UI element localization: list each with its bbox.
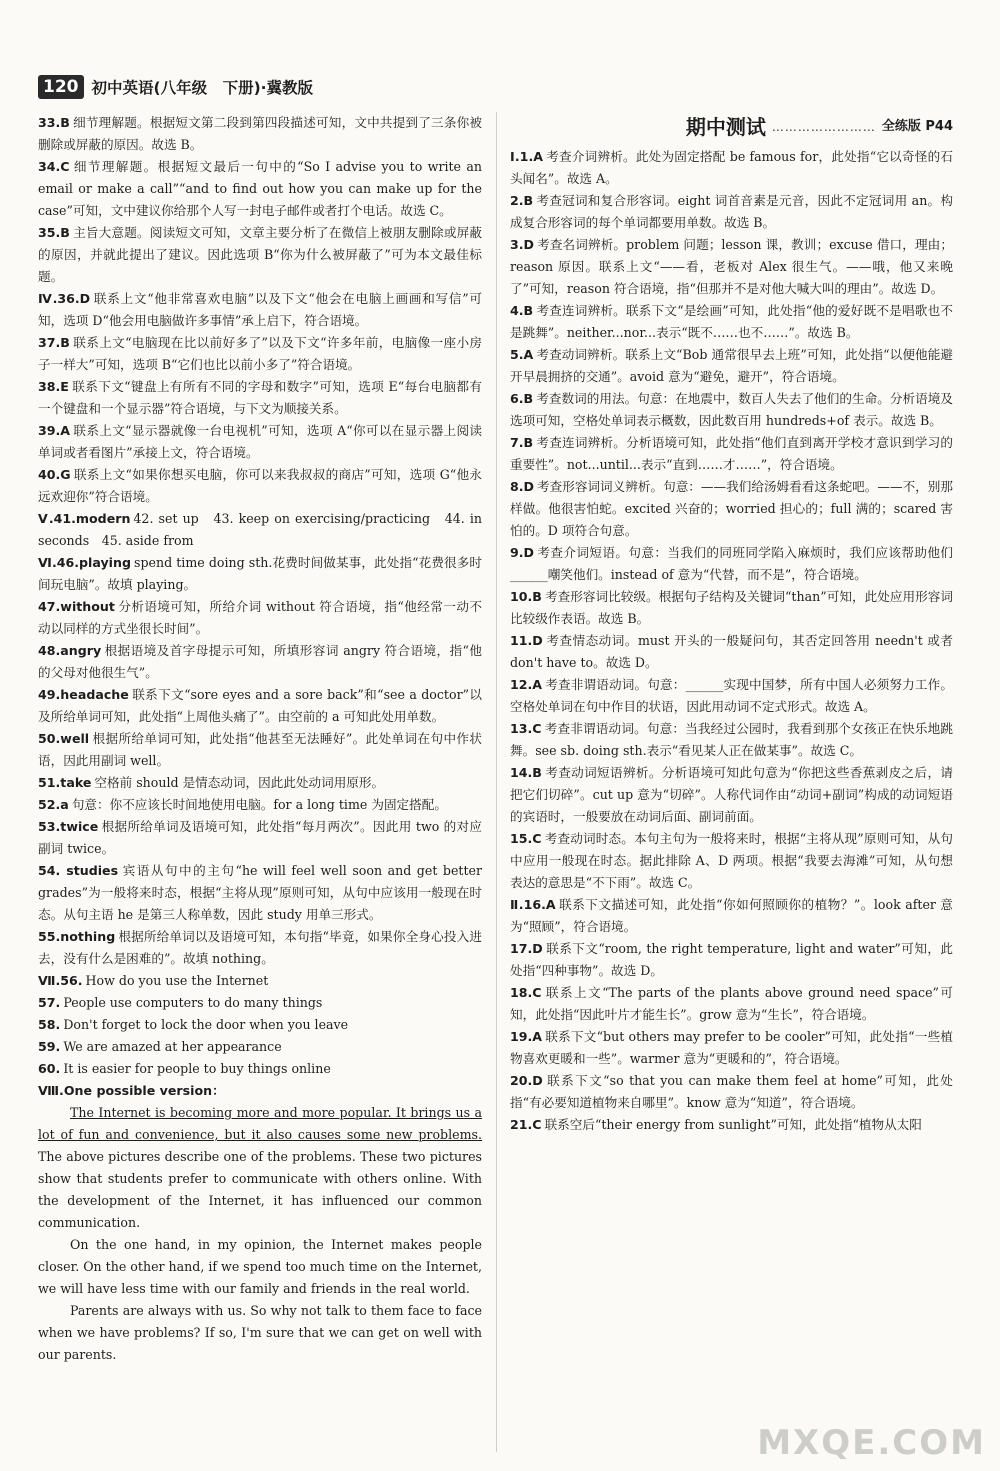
answer-item (38, 970, 482, 992)
essay-paragraph-2: On the one hand, in my opinion, the Internet makes people closer. On the other hand, if we spend too much time on the Internet, we will have less time with our family and friends in the real world. (38, 1237, 482, 1296)
answer-number: 9.D (510, 545, 535, 560)
answer-explanation: 联系空后“their energy from sunlight”可知，此处指“植物从太阳 (544, 1117, 922, 1132)
column-divider (496, 112, 497, 1452)
answer-item (38, 684, 482, 728)
answer-explanation: 联系下文描述可知，此处指“你如何照顾你的植物？”。look after 意为“照顾”，符合语境。 (510, 897, 953, 934)
answer-number: 37.B (38, 335, 70, 350)
right-answer-list (510, 146, 953, 1136)
page-number: 120 (38, 75, 84, 99)
answer-explanation: 考查非谓语动词。句意：当我经过公园时，我看到那个女孩正在快乐地跳舞。see sb. doing sth.表示“看见某人正在做某事”。故选 C。 (510, 721, 953, 758)
answer-number: Ⅰ.1.A (510, 149, 543, 164)
answer-explanation: 细节理解题。根据短文最后一句中的“So I advise you to write an email or make a call”“and to find out how you can make up for the case”可知，文中建议你给那个人写一封电子邮件或者打个电话。故选 C。 (38, 159, 482, 218)
answer-explanation: 考查情态动词。must 开头的一般疑问句，其否定回答用 needn't 或者 don't have to。故选 D。 (510, 633, 953, 670)
answer-item (510, 938, 953, 982)
answer-explanation: How do you use the Internet (85, 973, 269, 988)
answer-explanation: 考查连词辨析。联系下文“是绘画”可知，此处指“他的爱好既不是唱歌也不是跳舞”。neither...nor...表示“既不……也不……”。故选 B。 (510, 303, 953, 340)
answer-number: Ⅳ.36.D (38, 291, 91, 306)
answer-item (38, 926, 482, 970)
answer-item (510, 586, 953, 630)
answer-number: 55.nothing (38, 929, 116, 944)
answer-number: 13.C (510, 721, 542, 736)
answer-number: Ⅱ.16.A (510, 897, 556, 912)
watermark: MXQE.COM (757, 1423, 986, 1463)
answer-explanation: 联系下文“but others may prefer to be cooler”可知，此处指“一些植物喜欢更暖和一些”。warmer 意为“更暖和的”，符合语境。 (510, 1029, 953, 1066)
answer-number: 20.D (510, 1073, 543, 1088)
page-header (38, 74, 313, 100)
answer-item (38, 376, 482, 420)
answer-item (38, 552, 482, 596)
answer-number: 33.B (38, 115, 70, 130)
answer-number: 47.without (38, 599, 115, 614)
answer-item (38, 992, 482, 1014)
answer-explanation: 句意：你不应该长时间地使用电脑。for a long time 为固定搭配。 (71, 797, 447, 812)
answer-number: 48.angry (38, 643, 102, 658)
answer-item (38, 596, 482, 640)
answer-explanation: 考查冠词和复合形容词。eight 词首音素是元音，因此不定冠词用 an。构成复合形容词的每个单词都要用单数。故选 B。 (510, 193, 953, 230)
answer-number: 11.D (510, 633, 543, 648)
answer-explanation: People use computers to do many things (63, 995, 323, 1010)
answer-item (38, 1036, 482, 1058)
answer-explanation: 考查形容词比较级。根据句子结构及关键词“than”可知，此处应用形容词比较级作表语。故选 B。 (510, 589, 953, 626)
answer-number: 7.B (510, 435, 534, 450)
answer-item (38, 112, 482, 156)
answer-number: 51.take (38, 775, 92, 790)
answer-explanation: 根据语境及首字母提示可知，所填形容词 angry 符合语境，指“他的父母对他很生气”。 (38, 643, 482, 680)
answer-explanation: 联系下文“sore eyes and a sore back”和“see a doctor”以及所给单词可知，此处指“上周他头痛了”。由空前的 a 可知此处用单数。 (38, 687, 482, 724)
answer-item (38, 332, 482, 376)
answer-explanation: 主旨大意题。阅读短文可知，文章主要分析了在微信上被朋友删除或屏蔽的原因，并就此提出了建议。因此选项 B“你为什么被屏蔽了”可为本文最佳标题。 (38, 225, 482, 284)
answer-explanation: 考查连词辨析。分析语境可知，此处指“他们直到离开学校才意识到学习的重要性”。not...until...表示“直到……才……”，符合语境。 (510, 435, 953, 472)
answer-item (38, 1014, 482, 1036)
answer-explanation: spend time doing sth.花费时间做某事，此处指“花费很多时间玩电脑”。故填 playing。 (38, 555, 482, 592)
answer-number: 19.A (510, 1029, 543, 1044)
answer-explanation: 42. set up 43. keep on exercising/practicing 44. in seconds 45. aside from (38, 511, 482, 548)
essay-paragraph-3: Parents are always with us. So why not talk to them face to face when we have problems? If so, I'm sure that we can get on well with our parents. (38, 1303, 482, 1362)
answer-explanation: 细节理解题。根据短文第二段到第四段描述可知，文中共提到了三条你被删除或屏蔽的原因。故选 B。 (38, 115, 482, 152)
answer-explanation: 考查非谓语动词。句意：______实现中国梦，所有中国人必须努力工作。空格处单词在句中作目的状语，因此用动词不定式形式。故选 A。 (510, 677, 953, 714)
answer-explanation: 考查介词短语。句意：当我们的同班同学陷入麻烦时，我们应该帮助他们______嘲笑他们。instead of 意为“代替，而不是”，符合语境。 (510, 545, 953, 582)
answer-item (38, 860, 482, 926)
left-answer-list (38, 112, 482, 1080)
answer-item (510, 718, 953, 762)
answer-explanation: 考查介词辨析。此处为固定搭配 be famous for，此处指“它以奇怪的石头闻名”。故选 A。 (510, 149, 953, 186)
essay-label: Ⅷ.One possible version： (38, 1083, 225, 1098)
answer-item (38, 1058, 482, 1080)
answer-number: 60. (38, 1061, 61, 1076)
answer-number: Ⅶ.56. (38, 973, 83, 988)
answer-explanation: We are amazed at her appearance (63, 1039, 282, 1054)
answer-item (510, 894, 953, 938)
answer-item (510, 674, 953, 718)
answer-explanation: 联系上文“显示器就像一台电视机”可知，选项 A“你可以在显示器上阅读单词或者看图片”承接上文，符合语境。 (38, 423, 482, 460)
answer-explanation: It is easier for people to buy things online (63, 1061, 331, 1076)
answer-explanation: 考查动词时态。本句主句为一般将来时，根据“主将从现”原则可知，从句中应用一般现在时态。据此排除 A、D 两项。根据“我要去海滩”可知，从句想表达的意思是“不下雨”。故选 C。 (510, 831, 953, 890)
section-header (510, 112, 953, 142)
answer-item (510, 1070, 953, 1114)
answer-item (38, 794, 482, 816)
answer-number: 21.C (510, 1117, 542, 1132)
answer-number: 39.A (38, 423, 71, 438)
essay-paragraph-1 (38, 1102, 482, 1234)
answer-explanation: 宾语从句中的主句“he will feel well soon and get better grades”为一般将来时态，根据“主将从现”原则可知，从句中应该用一般现在时态。从句主语 he 是第三人称单数，因此 study 用单三形式。 (38, 863, 483, 922)
answer-number: 6.B (510, 391, 534, 406)
answer-number: 53.twice (38, 819, 99, 834)
answer-item (510, 388, 953, 432)
answer-number: 35.B (38, 225, 70, 240)
answer-number: 34.C (38, 159, 70, 174)
answer-item (510, 1114, 953, 1136)
answer-number: 58. (38, 1017, 61, 1032)
essay-paragraph-1-rest: The above pictures describe one of the problems. These two pictures show that students prefer to communicate with others online. With the development of the Internet, it has influenced our common communication. (38, 1149, 482, 1230)
answer-item (38, 288, 482, 332)
answer-item (38, 728, 482, 772)
answer-number: 12.A (510, 677, 543, 692)
answer-explanation: 考查数词的用法。句意：在地震中，数百人失去了他们的生命。分析语境及选项可知，空格处单词表示概数，因此数百用 hundreds+of 表示。故选 B。 (510, 391, 953, 428)
answer-item (510, 630, 953, 674)
right-column (510, 112, 953, 1136)
answer-item (510, 828, 953, 894)
answer-number: Ⅵ.46.playing (38, 555, 131, 570)
answer-number: 8.D (510, 479, 535, 494)
book-title: 初中英语(八年级 下册)·冀教版 (91, 79, 314, 97)
answer-number: 3.D (510, 237, 535, 252)
answer-number: Ⅴ.41.modern (38, 511, 131, 526)
answer-explanation: 联系上文“电脑现在比以前好多了”以及下文“许多年前，电脑像一座小房子一样大”可知，选项 B“它们也比以前小多了”符合语境。 (38, 335, 482, 372)
answer-explanation: 空格前 should 是情态动词，因此此处动词用原形。 (94, 775, 385, 790)
answer-number: 38.E (38, 379, 69, 394)
model-essay (38, 1080, 482, 1366)
answer-number: 49.headache (38, 687, 129, 702)
answer-explanation: 联系上文“The parts of the plants above ground need space”可知，此处指“因此叶片才能生长”。grow 意为“生长”，符合语境。 (510, 985, 953, 1022)
answer-item (510, 190, 953, 234)
answer-explanation: 联系上文“他非常喜欢电脑”以及下文“他会在电脑上画画和写信”可知，选项 D“他会用电脑做许多事情”承上启下，符合语境。 (38, 291, 482, 328)
answer-number: 5.A (510, 347, 534, 362)
answer-number: 50.well (38, 731, 90, 746)
answer-item (38, 420, 482, 464)
answer-explanation: 联系上文“如果你想买电脑，你可以来我叔叔的商店”可知，选项 G“他永远欢迎你”符合语境。 (38, 467, 482, 504)
answer-explanation: 根据所给单词及语境可知，此处指“每月两次”。因此用 two 的对应副词 twice。 (38, 819, 482, 856)
answer-explanation: 联系下文“so that you can make them feel at home”可知，此处指“有必要知道植物来自哪里”。know 意为“知道”，符合语境。 (510, 1073, 953, 1110)
essay-underlined-sentence: The Internet is becoming more and more popular. It brings us a lot of fun and convenience, but it also causes some new problems. (38, 1105, 482, 1142)
answer-explanation: 考查动词辨析。联系上文“Bob 通常很早去上班”可知，此处指“以便他能避开早晨拥挤的交通”。avoid 意为“避免，避开”，符合语境。 (510, 347, 953, 384)
answer-explanation: Don't forget to lock the door when you leave (63, 1017, 349, 1032)
answer-explanation: 联系下文“room, the right temperature, light and water”可知，此处指“四种事物”。故选 D。 (510, 941, 953, 978)
answer-number: 10.B (510, 589, 542, 604)
answer-explanation: 考查名词辨析。problem 问题；lesson 课，教训；excuse 借口，理由；reason 原因。联系上文“——看，老板对 Alex 很生气。——哦，他又来晚了”可知，reason 符合语境，指“但那并不是对他大喊大叫的理由”。故选 D。 (510, 237, 953, 296)
answer-explanation: 根据所给单词以及语境可知，本句指“毕竟，如果你全身心投入进去，没有什么是困难的”。故填 nothing。 (38, 929, 482, 966)
answer-explanation: 根据所给单词可知，此处指“他甚至无法睡好”。此处单词在句中作状语，因此用副词 well。 (38, 731, 482, 768)
section-title: 期中测试 (685, 115, 766, 139)
answer-item (38, 508, 482, 552)
answer-number: 54. studies (38, 863, 119, 878)
answer-item (510, 146, 953, 190)
answer-number: 15.C (510, 831, 542, 846)
answer-explanation: 联系下文“键盘上有所有不同的字母和数字”可知，选项 E“每台电脑都有一个键盘和一个显示器”符合语境，与下文为顺接关系。 (38, 379, 482, 416)
answer-number: 59. (38, 1039, 61, 1054)
section-reference: 全练版 P44 (881, 119, 953, 134)
answer-number: 17.D (510, 941, 543, 956)
answer-item (510, 762, 953, 828)
answer-explanation: 考查形容词词义辨析。句意：——我们给汤姆看看这条蛇吧。——不，别那样做。他很害怕蛇。excited 兴奋的；worried 担心的；full 满的；scared 害怕的。D 项符合句意。 (510, 479, 953, 538)
answer-explanation: 分析语境可知，所给介词 without 符合语境，指“他经常一动不动以同样的方式坐很长时间”。 (38, 599, 482, 636)
answer-number: 4.B (510, 303, 534, 318)
answer-item (510, 432, 953, 476)
answer-item (510, 982, 953, 1026)
answer-item (510, 300, 953, 344)
answer-item (510, 542, 953, 586)
answer-item (510, 234, 953, 300)
left-column (38, 112, 482, 1366)
answer-item (38, 816, 482, 860)
answer-item (38, 156, 482, 222)
answer-number: 40.G (38, 467, 71, 482)
answer-item (510, 1026, 953, 1070)
answer-explanation: 考查动词短语辨析。分析语境可知此句意为“你把这些香蕉剥皮之后，请把它们切碎”。cut up 意为“切碎”。人称代词作由“动词+副词”构成的动词短语的宾语时，一般要放在动词后面、副词前面。 (510, 765, 953, 824)
answer-number: 18.C (510, 985, 542, 1000)
answer-item (38, 640, 482, 684)
answer-item (510, 344, 953, 388)
section-leader-dots: …………………… (771, 120, 876, 134)
answer-item (510, 476, 953, 542)
answer-number: 52.a (38, 797, 69, 812)
answer-item (38, 222, 482, 288)
answer-item (38, 772, 482, 794)
answer-number: 14.B (510, 765, 542, 780)
answer-number: 2.B (510, 193, 534, 208)
answer-item (38, 464, 482, 508)
answer-number: 57. (38, 995, 61, 1010)
